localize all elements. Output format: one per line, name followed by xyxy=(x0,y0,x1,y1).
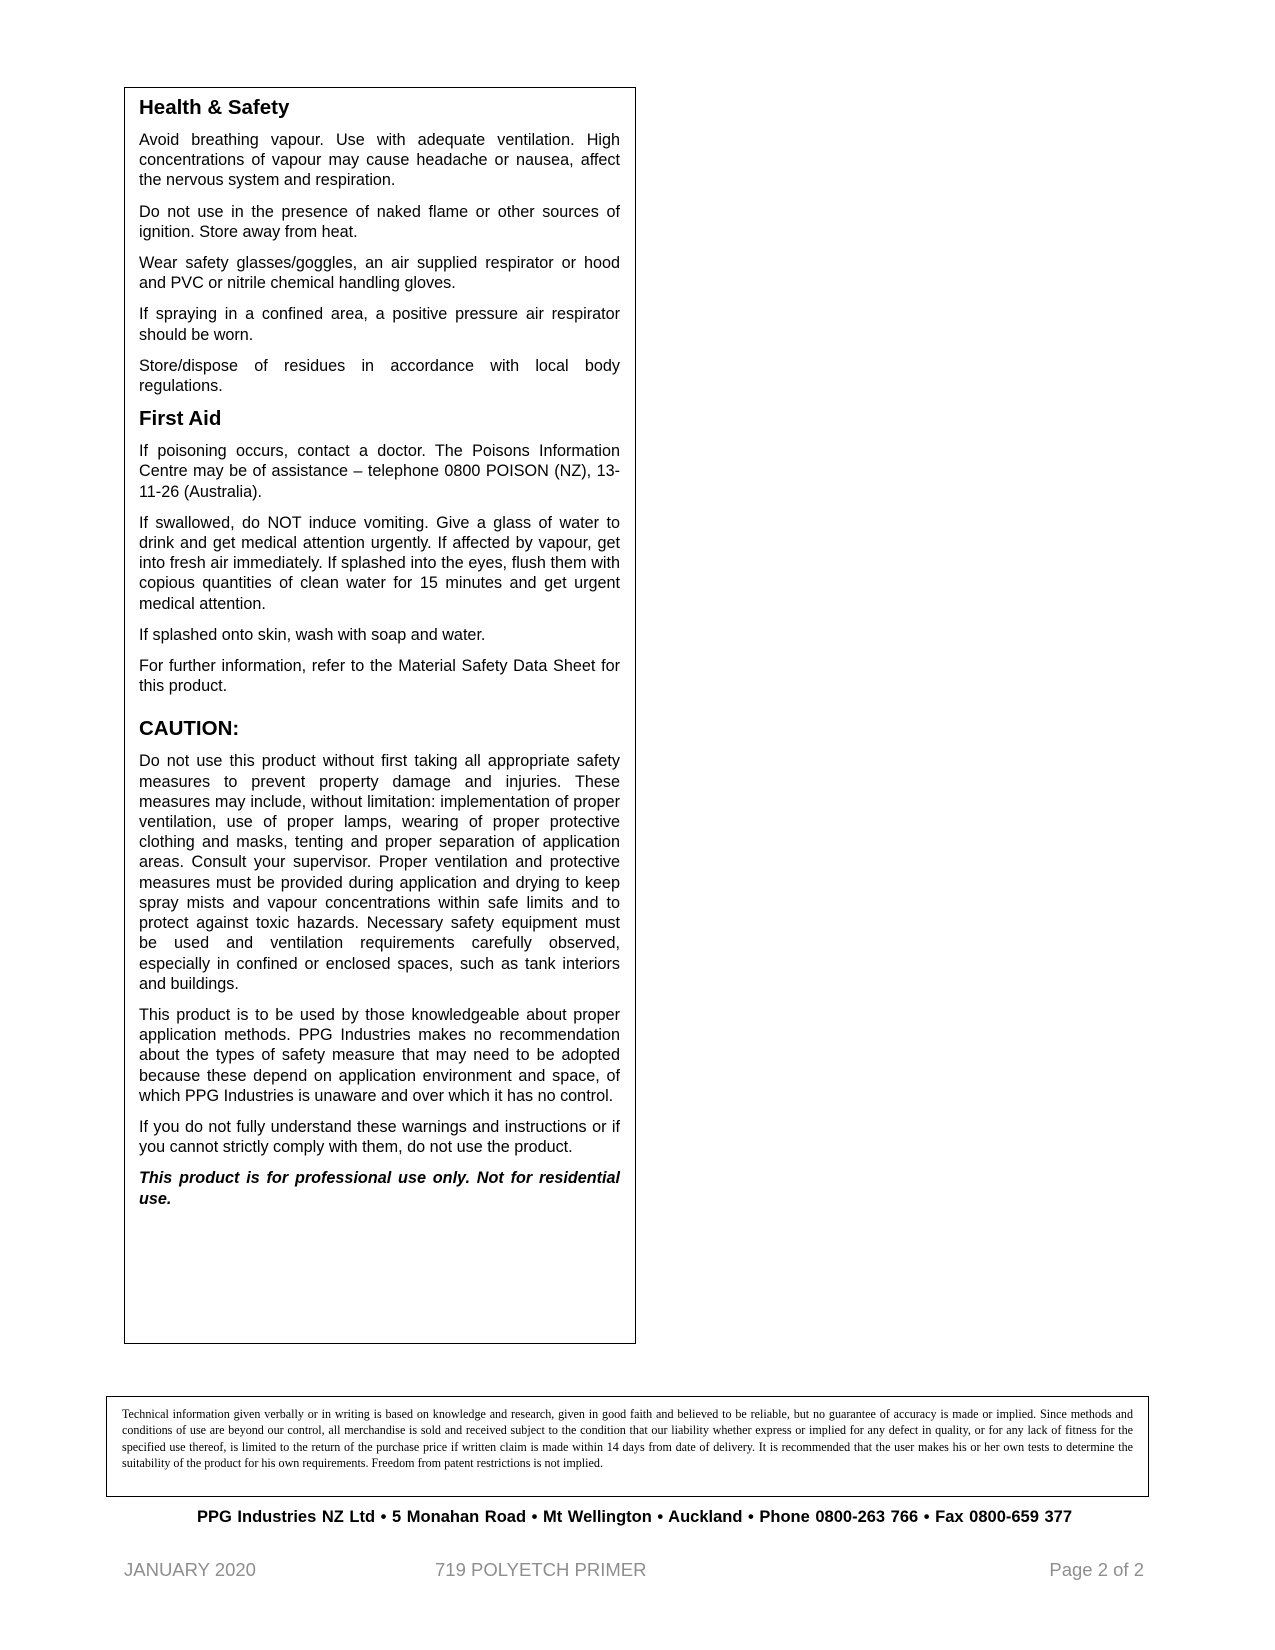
footer-date: JANUARY 2020 xyxy=(124,1559,256,1580)
health-safety-paragraph: Wear safety glasses/goggles, an air supplied respirator or hood and PVC or nitrile chemical handling gloves. xyxy=(139,254,620,293)
first-aid-paragraph: If splashed onto skin, wash with soap and water. xyxy=(139,625,486,644)
health-safety-paragraph: If spraying in a confined area, a positive pressure air respirator should be worn. xyxy=(139,305,620,344)
health-safety-paragraph: Avoid breathing vapour. Use with adequate ventilation. High concentrations of vapour may cause headache or nausea, affect the nervous system and respiration. xyxy=(139,131,620,190)
safety-information-box xyxy=(124,87,636,1344)
caution-heading: CAUTION: xyxy=(139,717,240,741)
health-safety-heading: Health & Safety xyxy=(139,96,290,119)
company-address: PPG Industries NZ Ltd • 5 Monahan Road • Mt Wellington • Auckland • Phone 0800-263 766 • Fax 0800-659 377 xyxy=(196,1508,1073,1526)
company-address-line xyxy=(0,1508,1275,1527)
first-aid-paragraph: If poisoning occurs, contact a doctor. The Poisons Information Centre may be of assistance – telephone 0800 POISON (NZ), 13-11-26 (Australia). xyxy=(139,442,620,501)
footer-page-number: Page 2 of 2 xyxy=(1049,1559,1144,1580)
first-aid-heading: First Aid xyxy=(139,407,222,431)
first-aid-paragraph: For further information, refer to the Material Safety Data Sheet for this product. xyxy=(139,657,620,696)
caution-paragraph: This product is to be used by those knowledgeable about proper application methods. PPG Industries makes no recommendation about the types of safety measure that may need to be adopted because these depend on application environment and space, of which PPG Industries is unaware and over which it has no control. xyxy=(139,1005,620,1105)
health-safety-paragraph: Do not use in the presence of naked flame or other sources of ignition. Store away from heat. xyxy=(139,202,620,241)
health-safety-paragraph: Store/dispose of residues in accordance with local body regulations. xyxy=(139,356,620,396)
technical-disclaimer: Technical information given verbally or in writing is based on knowledge and research, given in good faith and believed to be reliable, but no guarantee of accuracy is made or implied. Since methods and conditions of use are beyond our control, all merchandise is sold and received subject to the condition that our liability whether express or implied for any defect in quality, or for any lack of fitness for the specified use thereof, is limited to the return of the purchase price if written claim is made within 14 days from date of delivery. It is recommended that the user makes his or her own tests to determine the suitability of the product for his own requirements. Freedom from patent restrictions is not implied. xyxy=(106,1396,1149,1497)
caution-paragraph: Do not use this product without first taking all appropriate safety measures to prevent property damage and injuries. These measures may include, without limitation: implementation of proper ventilation, use of proper lamps, wearing of proper protective clothing and masks, tenting and proper separation of application areas. Consult your supervisor. Proper ventilation and protective measures must be provided during application and drying to keep spray mists and vapour concentrations within safe limits and to protect against toxic hazards. Necessary safety equipment must be used and ventilation requirements carefully observed, especially in confined or enclosed spaces, such as tank interiors and buildings. xyxy=(139,752,620,993)
caution-paragraph: If you do not fully understand these warnings and instructions or if you cannot strictly comply with them, do not use the product. xyxy=(139,1117,620,1157)
professional-use-notice: This product is for professional use only. Not for residential use. xyxy=(139,1169,620,1208)
first-aid-paragraph: If swallowed, do NOT induce vomiting. Give a glass of water to drink and get medical attention urgently. If affected by vapour, get into fresh air immediately. If splashed into the eyes, flush them with copious quantities of clean water for 15 minutes and get urgent medical attention. xyxy=(139,513,620,613)
footer-product-name: 719 POLYETCH PRIMER xyxy=(435,1559,647,1580)
